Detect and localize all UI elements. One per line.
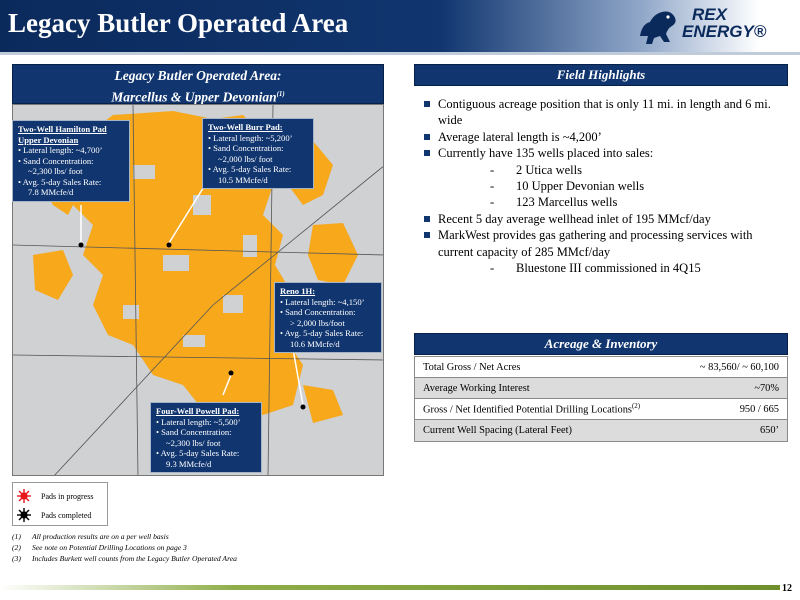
field-highlights-title: Field Highlights <box>414 64 788 86</box>
legend-label: Pads in progress <box>41 491 94 501</box>
row-value: 650’ <box>759 425 779 436</box>
callout-line: • Lateral length: ~5,200’ <box>208 132 293 143</box>
acreage-inventory-title: Acreage & Inventory <box>414 333 788 355</box>
callout-title: Four-Well Powell Pad: <box>156 406 240 416</box>
table-row <box>415 420 787 441</box>
footnotes <box>12 531 237 564</box>
field-highlights-list <box>420 96 790 276</box>
callout-line: • Sand Concentration: <box>18 155 94 166</box>
rex-energy-logo <box>636 6 796 46</box>
row-label <box>423 402 640 415</box>
legend-item-completed <box>17 507 91 523</box>
callout-line: ~2,300 lbs/ foot <box>28 166 83 176</box>
highlight-item: Recent 5 day average wellhead inlet of 195 MMcf/day <box>420 211 790 227</box>
callout-line: 10.5 MMcfe/d <box>218 174 268 185</box>
table-row <box>415 399 787 420</box>
logo-word-energy: ENERGY® <box>682 22 767 41</box>
footnote-num: (2) <box>12 543 21 552</box>
red-pad-icon <box>17 489 31 503</box>
page-title: Legacy Butler Operated Area <box>8 8 349 38</box>
callout-burr-pad <box>202 118 314 189</box>
logo-wordmark <box>682 6 766 40</box>
footnote <box>12 553 237 564</box>
row-label-text: Gross / Net Identified Potential Drilling Locations <box>423 404 632 416</box>
row-value: ~70% <box>754 382 779 394</box>
callout-line: ~2,000 lbs/ foot <box>218 153 273 164</box>
callout-title: Two-Well Hamilton Pad <box>18 124 107 134</box>
callout-powell-pad <box>150 402 262 473</box>
logo-word-rex: REX <box>692 5 727 24</box>
row-label <box>423 362 520 373</box>
callout-line: • Avg. 5-day Sales Rate: <box>18 176 102 187</box>
callout-line: 10.6 MMcfe/d <box>290 338 340 349</box>
dinosaur-logo-icon <box>636 6 680 46</box>
callout-line: 7.8 MMcfe/d <box>28 187 74 197</box>
row-label-sup: (2) <box>631 402 641 411</box>
highlight-subitem: - 123 Marcellus wells <box>420 194 790 210</box>
table-row <box>415 378 787 399</box>
callout-reno-1h <box>274 282 382 353</box>
highlight-subitem: - Bluestone III commissioned in 4Q15 <box>420 260 790 276</box>
highlight-item: Currently have 135 wells placed into sales: <box>420 145 790 161</box>
black-pad-icon <box>17 508 31 522</box>
highlight-item: Contiguous acreage position that is only 11 mi. in length and 6 mi. wide <box>420 96 790 129</box>
callout-line: • Avg. 5-day Sales Rate: <box>280 328 364 338</box>
page-number: 12 <box>782 583 792 594</box>
callout-line: • Lateral length: ~4,150’ <box>280 296 365 307</box>
legend-item-in-progress <box>17 488 93 504</box>
callout-line: • Sand Concentration: <box>208 143 284 153</box>
callout-title: Upper Devonian <box>18 134 79 145</box>
callout-line: • Lateral length: ~4,700’ <box>18 145 103 155</box>
table-row <box>415 357 787 378</box>
footnote <box>12 542 237 553</box>
callout-hamilton-pad <box>12 120 130 202</box>
acreage-table <box>414 356 788 442</box>
row-label-text: Total Gross / Net Acres <box>423 361 521 373</box>
highlight-subitem: - 2 Utica wells <box>420 162 790 178</box>
map-legend <box>12 482 108 526</box>
row-value: ~ 83,560/ ~ 60,100 <box>699 361 779 373</box>
footnote-num: (3) <box>12 554 21 563</box>
row-label-text: Current Well Spacing (Lateral Feet) <box>423 425 573 436</box>
row-label-text: Average Working Interest <box>423 382 530 394</box>
highlight-item: Average lateral length is ~4,200’ <box>420 129 790 145</box>
footer-bar <box>0 585 780 590</box>
callout-line: • Avg. 5-day Sales Rate: <box>208 164 292 174</box>
callout-line: • Sand Concentration: <box>280 307 356 317</box>
callout-line: ~2,300 lbs/ foot <box>166 437 221 448</box>
map-panel-title <box>12 64 384 104</box>
map-title-text: Marcellus & Upper Devonian <box>111 89 277 105</box>
footnote-num: (1) <box>12 532 21 541</box>
callout-line: 9.3 MMcfe/d <box>166 458 212 469</box>
callout-title: Two-Well Burr Pad: <box>208 122 283 132</box>
footnote <box>12 531 237 542</box>
footnote-text: Includes Burkett well counts from the Legacy Butler Operated Area <box>32 554 237 563</box>
callout-title: Reno 1H: <box>280 286 316 296</box>
header-divider <box>0 52 800 55</box>
callout-line: • Avg. 5-day Sales Rate: <box>156 448 240 458</box>
callout-line: • Lateral length: ~5,500’ <box>156 416 241 427</box>
footnote-text: See note on Potential Drilling Locations on page 3 <box>32 543 187 552</box>
legend-label: Pads completed <box>41 510 92 520</box>
highlight-item: MarkWest provides gas gathering and processing services with current capacity of 285 MMcf/day <box>420 227 790 260</box>
row-label <box>423 383 530 394</box>
map-title-sup: (1) <box>276 90 285 98</box>
row-label <box>423 425 572 436</box>
footnote-text: All production results are on a per well basis <box>32 532 169 541</box>
row-value: 950 / 665 <box>739 403 779 415</box>
callout-line: • Sand Concentration: <box>156 427 232 437</box>
callout-line: > 2,000 lbs/foot <box>290 317 345 328</box>
highlight-subitem: - 10 Upper Devonian wells <box>420 178 790 194</box>
map-title-line1: Legacy Butler Operated Area: <box>114 68 282 83</box>
header-bar <box>0 0 800 52</box>
